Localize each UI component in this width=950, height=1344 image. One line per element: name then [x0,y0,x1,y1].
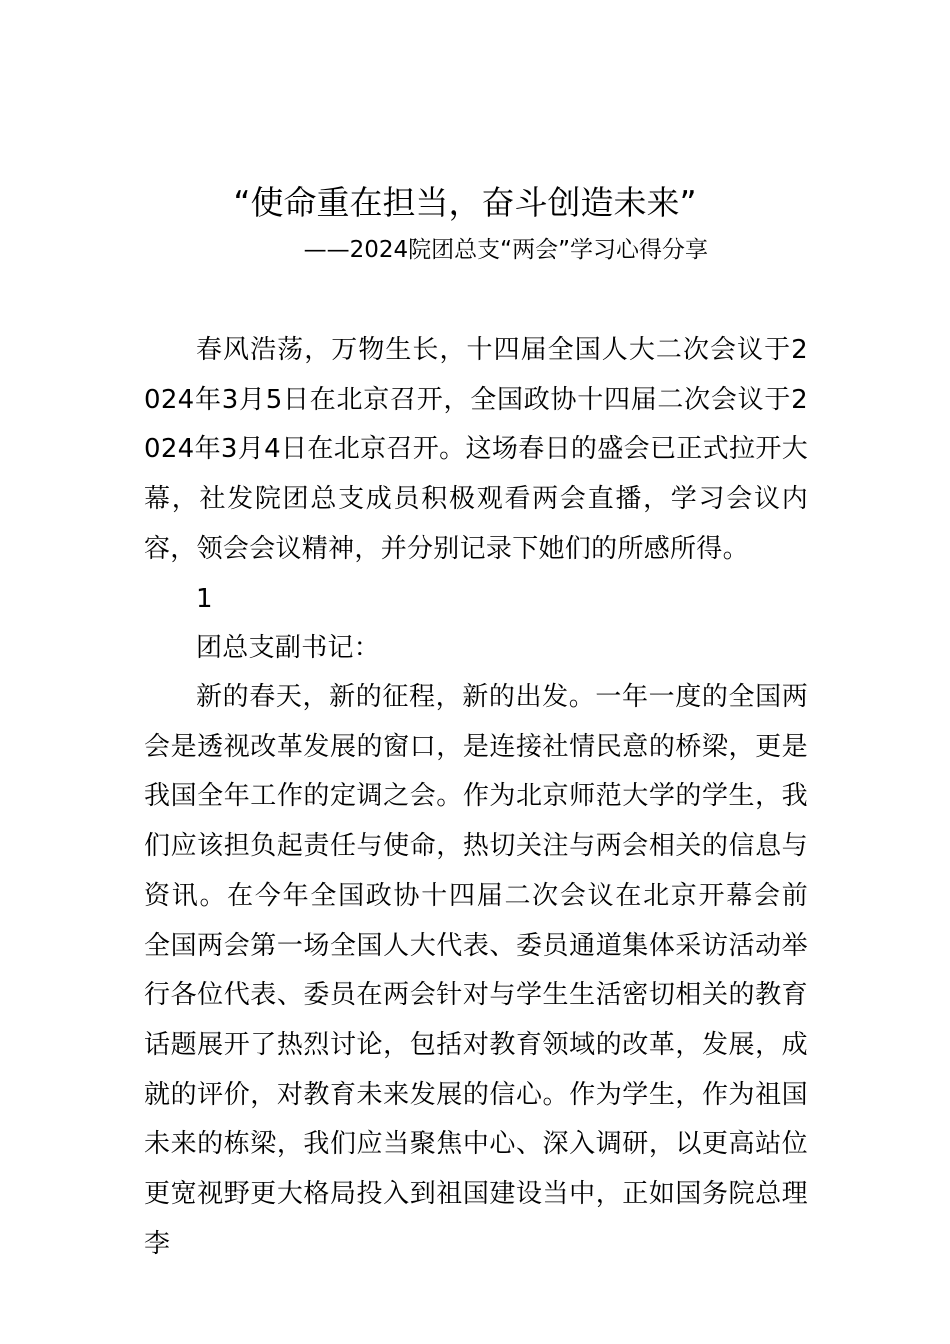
speaker-role: 团总支副书记： [196,633,381,663]
document-title: “使命重在担当，奋斗创造未来” [233,183,697,222]
body-paragraph: 新的春天，新的征程，新的出发。一年一度的全国两会是透视改革发展的窗口，是连接社情民意的桥梁，更是我国全年工作的定调之会。作为北京师范大学的学生，我们应该担负起责任与使命，热切关注与两会相关的信息与资讯。在今年全国政协十四届二次会议在北京开幕会前 全国两会第一场全国人大代表、委员通道集体采访活动举行各位代表、委员在两会针对与学生生活密切相关的教育话题展开了热烈讨论，包括对教育领域的改革，发展，成就的评价，对教育未来发展的信心。作为学生，作为祖国未来的栋梁，我们应当聚焦中心、深入调研，以更高站位更宽视野更大格局投入到祖国建设当中，正如国务院总理李 [144,682,808,1259]
intro-paragraph: 春风浩荡，万物生长，十四届全国人大二次会议于2024年3月5日在北京召开，全国政协十四届二次会议于2024年3月4日在北京召开。这场春日的盛会已正式拉开大幕，社发院团总支成员积极观看两会直播，学习会议内容，领会会议精神，并分别记录下她们的所感所得。 [144,335,808,564]
document-subtitle: ——2024院团总支“两会”学习心得分享 [303,237,708,263]
section-number: 1 [196,584,213,614]
